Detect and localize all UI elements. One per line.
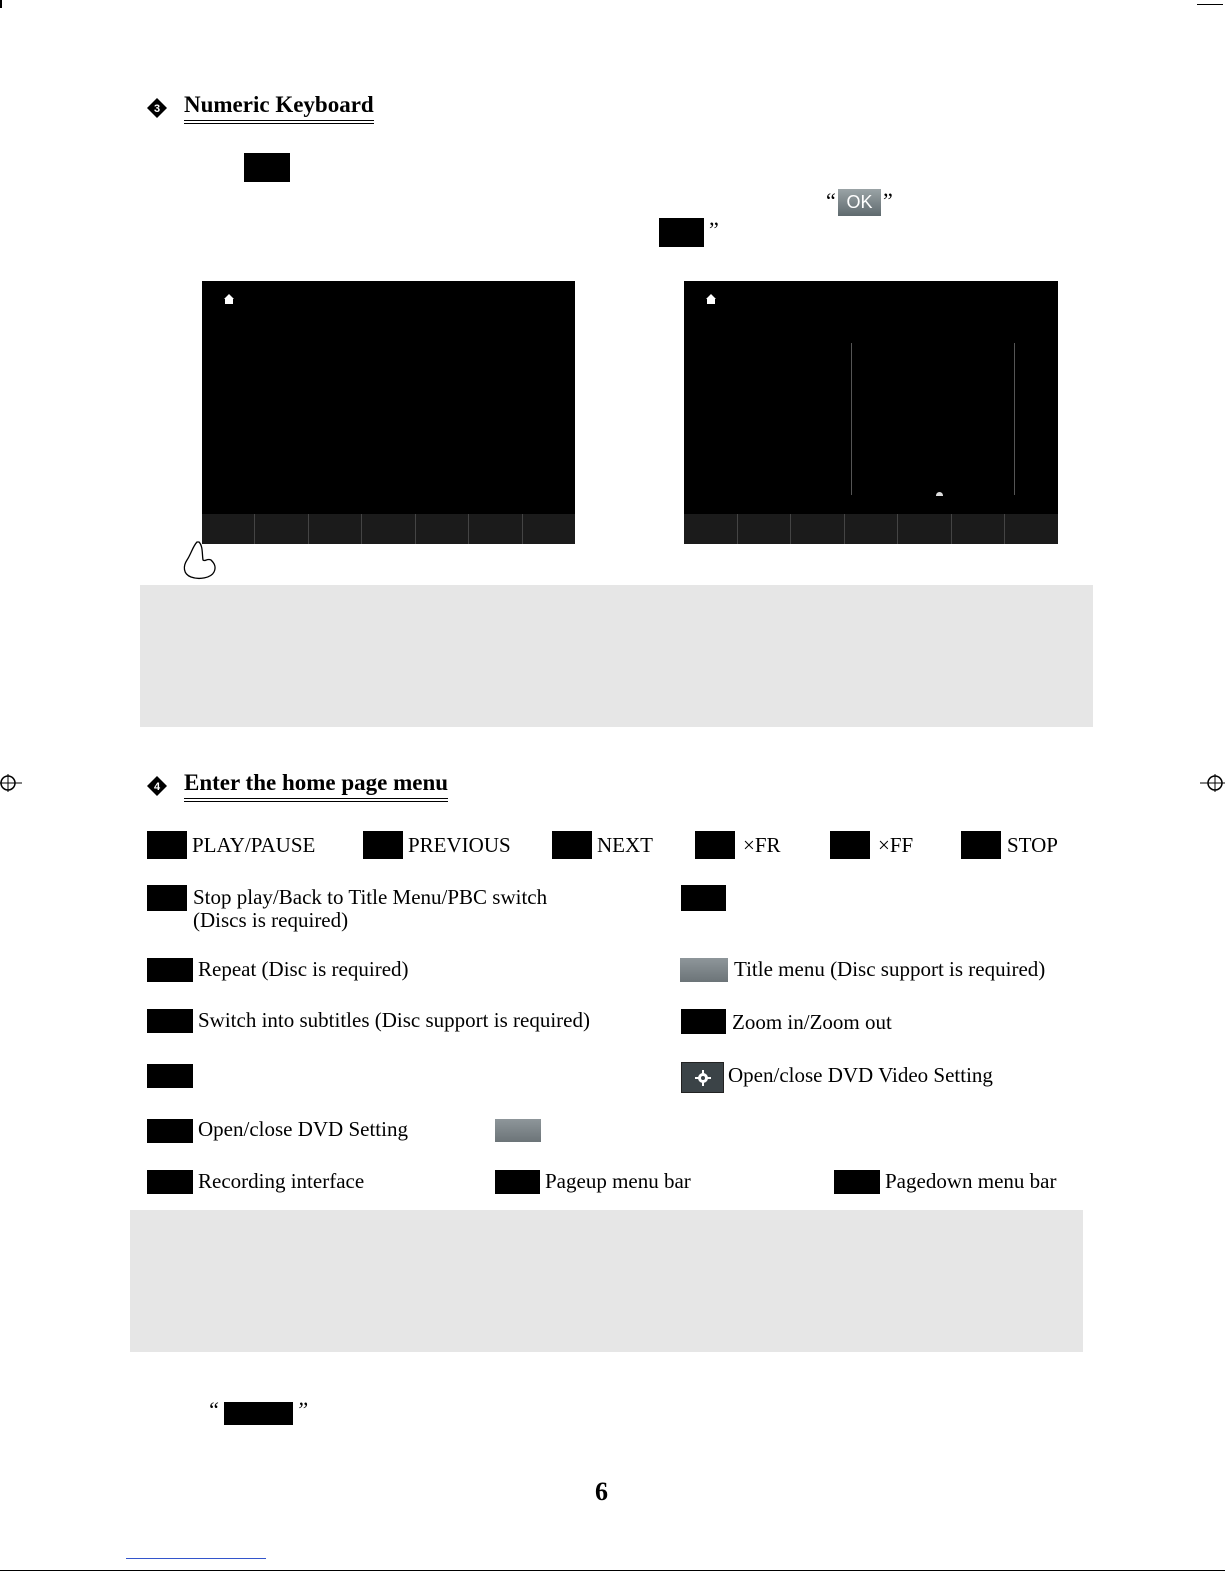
quote-close-back: ” bbox=[709, 217, 719, 242]
dvd-setting-label: Open/close DVD Setting bbox=[198, 1117, 408, 1141]
numeric-keyboard-title: Numeric Keyboard bbox=[184, 92, 374, 124]
ff-label: ×FF bbox=[878, 833, 914, 857]
stop-play-label-line2: (Discs is required) bbox=[193, 908, 349, 932]
toolbar-cell bbox=[255, 514, 308, 544]
stop-button-image bbox=[961, 831, 1001, 859]
screen-right bbox=[684, 281, 1058, 544]
subtitle-label: Switch into subtitles (Disc support is required) bbox=[198, 1008, 590, 1032]
gear-icon bbox=[694, 1069, 712, 1087]
registration-mark-right bbox=[1200, 772, 1225, 794]
small-gray-button-image bbox=[495, 1119, 541, 1142]
play-pause-label: PLAY/PAUSE bbox=[192, 833, 316, 857]
footer-underline bbox=[126, 1558, 266, 1559]
circled-3-diamond-icon bbox=[146, 97, 168, 119]
zoom-button-image bbox=[681, 1009, 726, 1034]
next-label: NEXT bbox=[597, 833, 653, 857]
title-menu-button-image bbox=[680, 958, 728, 982]
next-button-image bbox=[552, 831, 592, 859]
toolbar-cell bbox=[362, 514, 415, 544]
note-panel-1 bbox=[140, 585, 1093, 727]
title-menu-label: Title menu (Disc support is required) bbox=[734, 957, 1046, 981]
toolbar-cell bbox=[738, 514, 792, 544]
pageup-button-image bbox=[495, 1170, 540, 1194]
stop-label: STOP bbox=[1007, 833, 1058, 857]
toolbar-cell bbox=[469, 514, 522, 544]
zoom-label: Zoom in/Zoom out bbox=[732, 1010, 892, 1034]
quote-close-ok: ” bbox=[883, 188, 893, 213]
svg-text:4: 4 bbox=[153, 781, 161, 793]
toolbar-cell bbox=[898, 514, 952, 544]
toolbar-cell bbox=[416, 514, 469, 544]
screen-right-toolbar bbox=[684, 514, 1058, 544]
screen-left bbox=[202, 281, 575, 544]
section-title-numeric-keyboard bbox=[146, 92, 374, 124]
play-pause-button-image bbox=[147, 831, 187, 859]
registration-mark-left bbox=[0, 772, 22, 794]
bottom-button-image bbox=[224, 1402, 293, 1425]
dvd-video-setting-label: Open/close DVD Video Setting bbox=[728, 1063, 993, 1087]
pagedown-button-image bbox=[834, 1170, 880, 1194]
quote-close-bottom: ” bbox=[296, 1397, 309, 1422]
quote-open-ok: “ bbox=[826, 188, 836, 213]
ok-button-label: OK bbox=[846, 192, 873, 212]
toolbar-cell bbox=[684, 514, 738, 544]
page-number: 6 bbox=[595, 1477, 608, 1506]
circled-4-diamond-icon bbox=[146, 775, 168, 797]
pageup-label: Pageup menu bar bbox=[545, 1169, 691, 1193]
quote-open-bottom: “ bbox=[207, 1397, 220, 1422]
home-icon bbox=[705, 293, 717, 305]
fr-button-image bbox=[695, 831, 735, 859]
hand-pointer-icon bbox=[181, 540, 219, 580]
toolbar-cell bbox=[845, 514, 899, 544]
section-title-home-menu bbox=[146, 770, 448, 802]
blank-function-button-image bbox=[147, 1064, 193, 1088]
screen-left-toolbar bbox=[202, 514, 575, 544]
crop-mark-top-left bbox=[0, 0, 2, 8]
crop-mark-bottom bbox=[0, 1570, 1225, 1571]
toolbar-cell bbox=[309, 514, 362, 544]
repeat-label: Repeat (Disc is required) bbox=[198, 957, 409, 981]
previous-button-image bbox=[363, 831, 403, 859]
subtitle-button-image bbox=[147, 1009, 193, 1033]
previous-label: PREVIOUS bbox=[408, 833, 511, 857]
keyboard-button-image bbox=[244, 153, 290, 182]
fr-label: ×FR bbox=[743, 833, 781, 857]
ff-button-image bbox=[830, 831, 870, 859]
svg-text:3: 3 bbox=[153, 103, 161, 115]
screen-dot bbox=[936, 492, 943, 496]
back-button-image bbox=[659, 218, 704, 247]
screen-divider bbox=[1014, 343, 1015, 495]
stop-play-button-image bbox=[147, 885, 187, 911]
toolbar-cell bbox=[523, 514, 575, 544]
toolbar-cell bbox=[1005, 514, 1058, 544]
pagedown-label: Pagedown menu bar bbox=[885, 1169, 1057, 1193]
home-menu-title: Enter the home page menu bbox=[184, 770, 448, 802]
stop-play-label-line1: Stop play/Back to Title Menu/PBC switch bbox=[193, 885, 548, 909]
toolbar-cell bbox=[791, 514, 845, 544]
home-icon bbox=[223, 293, 235, 305]
crop-mark-top-right bbox=[1197, 4, 1223, 5]
recording-label: Recording interface bbox=[198, 1169, 365, 1193]
screen-divider bbox=[851, 343, 852, 495]
dvd-video-setting-button-image bbox=[681, 1062, 724, 1093]
dvd-setting-button-image bbox=[147, 1119, 193, 1143]
toolbar-cell bbox=[952, 514, 1006, 544]
repeat-button-image bbox=[147, 958, 193, 982]
note-panel-2 bbox=[130, 1210, 1083, 1352]
right-col-button-image bbox=[681, 885, 726, 911]
ok-button bbox=[838, 189, 881, 216]
recording-button-image bbox=[147, 1170, 193, 1194]
